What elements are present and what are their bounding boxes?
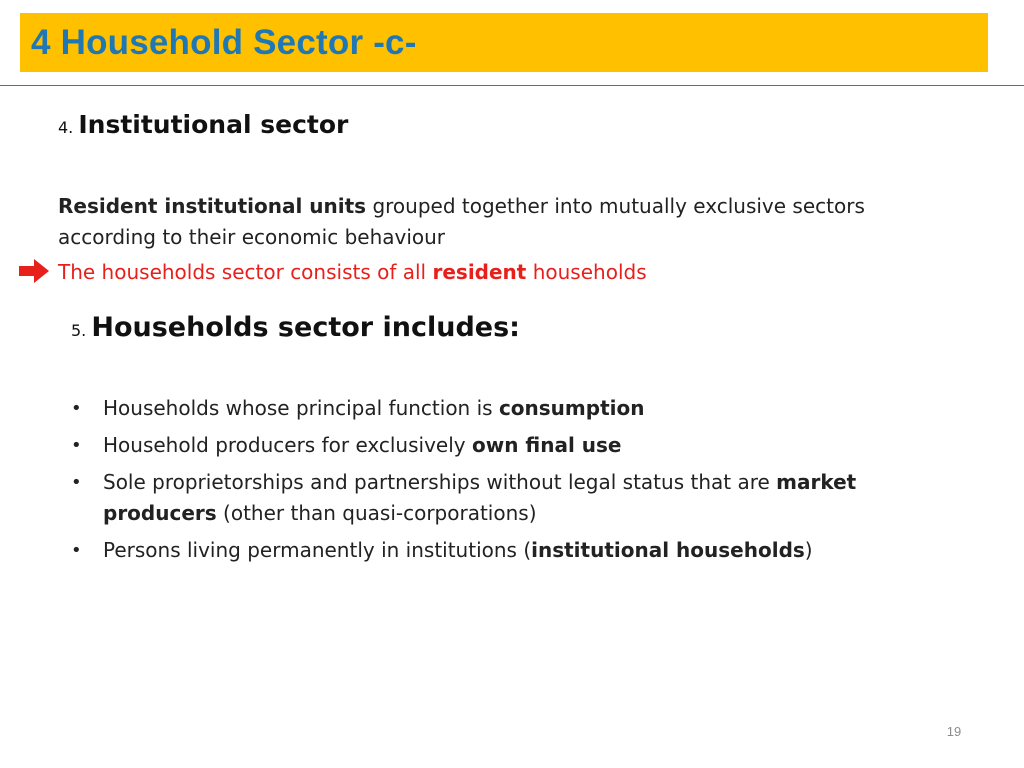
list-item: • Households whose principal function is consumption xyxy=(68,393,908,424)
bullet-dot-icon: • xyxy=(71,540,82,561)
highlight-bold: resident xyxy=(432,260,527,284)
section-4-paragraph xyxy=(58,191,898,253)
slide-title: 4 Household Sector -c- xyxy=(31,22,417,62)
paragraph-bold: Resident institutional units xyxy=(58,194,367,218)
right-arrow-icon xyxy=(19,259,49,283)
list-item: • Sole proprietorships and partnerships without legal status that are market producers (other than quasi-corporations) xyxy=(68,467,908,529)
title-bar xyxy=(20,13,988,72)
list-item: • Persons living permanently in institutions (institutional households) xyxy=(68,535,908,566)
bullet-dot-icon: • xyxy=(71,398,82,419)
highlight-before: The households sector consists of all xyxy=(58,260,433,284)
header-divider xyxy=(0,85,1024,86)
list-item: • Household producers for exclusively own final use xyxy=(68,430,908,461)
section-5-heading xyxy=(71,312,520,343)
section-4-heading xyxy=(58,110,348,139)
highlight-after: households xyxy=(526,260,647,284)
section-4-number: 4. xyxy=(58,118,74,137)
section-5-number: 5. xyxy=(71,321,87,340)
paragraph-rest: grouped together into mutually exclusive sectors according to their economic behaviour xyxy=(58,194,865,249)
bullet-dot-icon: • xyxy=(71,435,82,456)
includes-list xyxy=(68,393,908,572)
households-sector-highlight xyxy=(58,257,647,288)
section-4-title: Institutional sector xyxy=(78,110,349,139)
section-5-title: Households sector includes: xyxy=(91,312,520,343)
page-number: 19 xyxy=(946,724,962,739)
bullet-dot-icon: • xyxy=(71,472,82,493)
